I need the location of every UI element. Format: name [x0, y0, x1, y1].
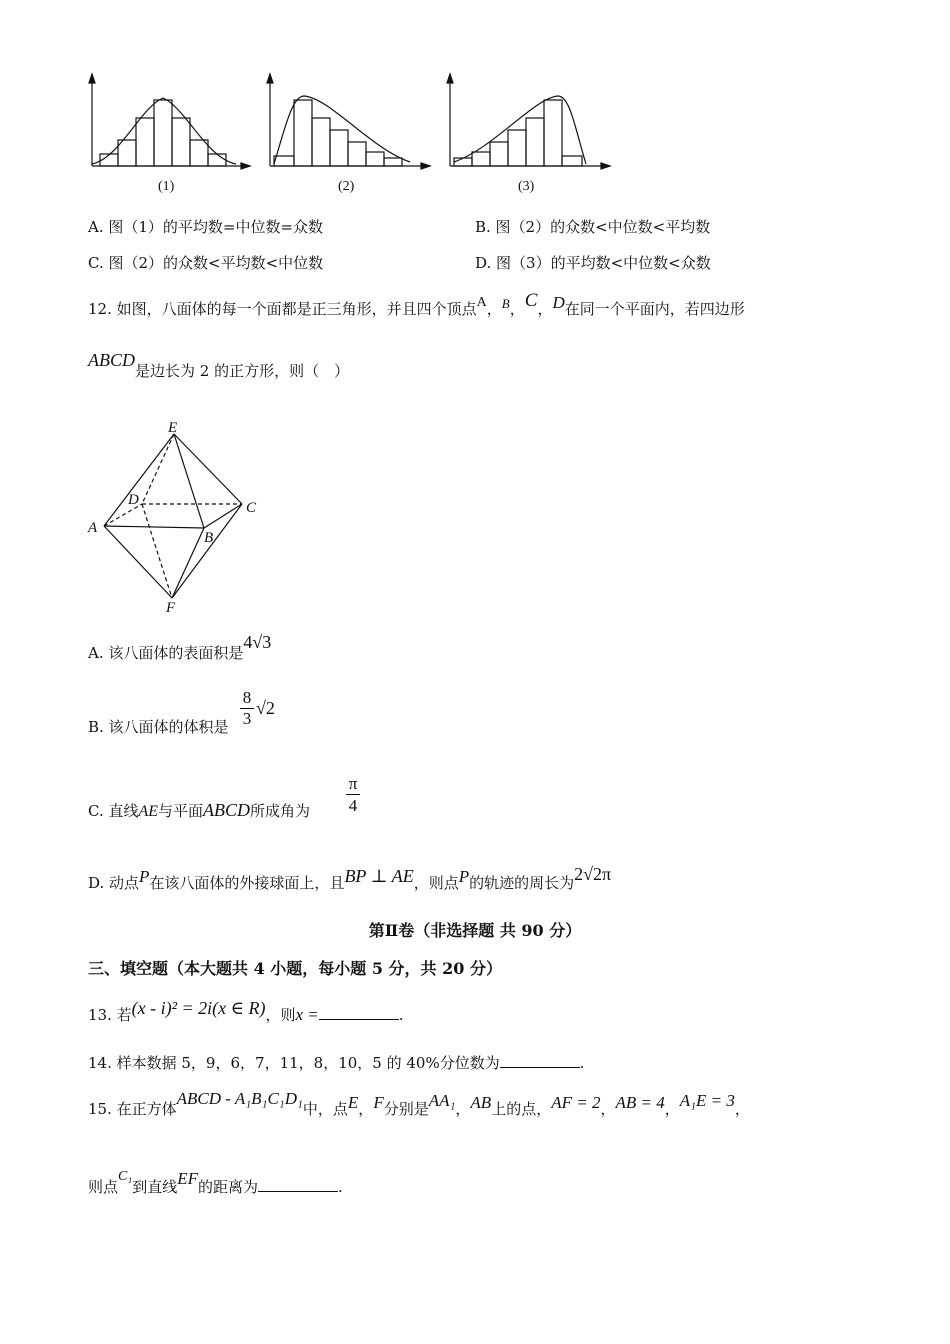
q15-comma: ，	[358, 1100, 374, 1118]
q12-option-a-text: A. 该八面体的表面积是	[88, 644, 244, 662]
q11-option-a: A. 图（1）的平均数=中位数=众数	[88, 218, 324, 236]
q12-stem-prefix: 12. 如图，八面体的每一个面都是正三角形，并且四个顶点	[88, 300, 477, 318]
q12-option-c-numerator: π	[346, 774, 360, 795]
q11-option-d: D. 图（3）的平均数<中位数<众数	[475, 254, 711, 272]
q15-ab: AB	[470, 1093, 492, 1112]
q12-stem-line1	[88, 290, 745, 320]
q15-line2-suffix: 的距离为	[198, 1178, 259, 1196]
q12-vertex-b: B	[501, 296, 510, 311]
q12-option-c-text3: 所成角为	[250, 802, 311, 820]
q11-option-c: C. 图（2）的众数<平均数<中位数	[88, 254, 324, 272]
q13-variable: x =	[295, 1005, 319, 1024]
q14-blank[interactable]	[500, 1053, 580, 1068]
q15-comma-4: ，	[664, 1100, 680, 1118]
q15-line2	[88, 1169, 343, 1197]
q12-option-d-p: P	[139, 867, 150, 886]
histogram-1-caption: (1)	[158, 179, 175, 194]
q15-point-f: F	[373, 1093, 384, 1112]
q15-comma-5: ，	[734, 1100, 750, 1118]
q14-end: .	[579, 1054, 585, 1072]
q15-aa1: AA₁	[428, 1091, 456, 1110]
q12-option-d-text2: 在该八面体的外接球面上，且	[149, 874, 345, 892]
q12-option-b-fraction	[240, 688, 254, 729]
q15-c1: C₁	[118, 1169, 133, 1184]
q15-cube: ABCD - A₁B₁C₁D₁	[176, 1089, 303, 1108]
q15-af: AF = 2	[551, 1093, 601, 1112]
q14	[88, 1052, 585, 1073]
q15-text1: 中，点	[302, 1100, 348, 1118]
q12-comma-1: ，	[486, 300, 502, 318]
q12-option-a-value: 4√3	[243, 632, 272, 652]
q12-vertex-c: C	[524, 290, 538, 311]
q12-stem-line2	[88, 350, 350, 381]
q12-option-b-denominator: 3	[242, 709, 252, 728]
q13-blank[interactable]	[319, 1005, 399, 1020]
histogram-3-caption: (3)	[518, 179, 535, 194]
q15-line1	[88, 1089, 750, 1119]
histogram-figures	[80, 68, 640, 208]
q12-option-a	[88, 632, 272, 663]
q15-comma-3: ，	[600, 1100, 616, 1118]
q15-text2: 分别是	[383, 1100, 429, 1118]
q12-stem-suffix: 在同一个平面内，若四边形	[564, 300, 745, 318]
q15-line2-mid: 到直线	[132, 1178, 178, 1196]
q12-option-b-numerator: 8	[240, 688, 254, 709]
q15-text3: 上的点，	[491, 1100, 552, 1118]
q12-option-b-radical: √2	[256, 698, 275, 718]
q12-option-d-text3: ，则点	[413, 874, 459, 892]
q12-option-b	[88, 716, 229, 737]
q15-ef: EF	[177, 1169, 199, 1188]
octahedron-label-e: E	[168, 420, 178, 436]
q15-line2-prefix: 则点	[88, 1178, 119, 1196]
q15-a1e: A₁E = 3	[679, 1091, 735, 1110]
q12-option-d-value: 2√2π	[574, 864, 612, 884]
q13-expression: (x - i)² = 2i(x ∈ R)	[131, 998, 266, 1018]
octahedron-label-b: B	[204, 530, 214, 546]
histogram-1	[89, 74, 250, 169]
q12-option-d-text1: D. 动点	[88, 874, 140, 892]
section-3-title: 三、填空题（本大题共 4 小题，每小题 5 分，共 20 分）	[88, 959, 502, 978]
q12-option-c-text2: 与平面	[158, 802, 204, 820]
q12-option-c-line: AE	[138, 803, 159, 820]
histogram-3	[447, 74, 610, 169]
histogram-2-caption: (2)	[338, 179, 355, 194]
q12-option-b-text: B. 该八面体的体积是	[88, 718, 229, 736]
octahedron-label-a: A	[88, 520, 98, 536]
section-2-title: 第Ⅱ卷（非选择题 共 90 分）	[368, 921, 582, 940]
q12-option-d-condition: BP ⊥ AE	[344, 866, 414, 886]
octahedron-label-f: F	[166, 600, 176, 616]
q11-option-b: B. 图（2）的众数<中位数<平均数	[475, 218, 711, 236]
histogram-2	[267, 74, 430, 169]
q12-option-d-p2: P	[458, 867, 470, 886]
q15-end: .	[338, 1178, 343, 1196]
q12-comma-2: ，	[509, 300, 525, 318]
q12-stem-line2-text: 是边长为 2 的正方形，则（ ）	[135, 362, 350, 380]
q13-end: .	[398, 1006, 404, 1024]
q12-vertex-d: D	[552, 293, 565, 312]
q13-mid: ，则	[265, 1006, 296, 1024]
q15-comma-2: ，	[455, 1100, 471, 1118]
q15-blank[interactable]	[258, 1177, 338, 1192]
octahedron-label-c: C	[246, 500, 257, 516]
q12-comma-3: ，	[537, 300, 553, 318]
q15-ab-value: AB = 4	[615, 1093, 665, 1112]
q12-vertex-a: A	[476, 295, 487, 310]
q14-text: 14. 样本数据 5，9，6，7，11，8，10，5 的 40%分位数为	[88, 1054, 500, 1072]
q12-option-c	[88, 800, 310, 821]
q13-prefix: 13. 若	[88, 1006, 132, 1024]
q12-option-d-text4: 的轨迹的周长为	[469, 874, 575, 892]
octahedron-figure	[84, 416, 274, 616]
octahedron-label-d: D	[128, 492, 139, 508]
q15-prefix: 15. 在正方体	[88, 1100, 177, 1118]
q12-option-c-plane: ABCD	[203, 800, 251, 820]
q12-square-name: ABCD	[88, 350, 135, 370]
q12-option-d	[88, 864, 612, 893]
q13	[88, 998, 404, 1025]
q12-option-c-denominator: 4	[348, 796, 358, 815]
q12-option-c-text1: C. 直线	[88, 802, 139, 820]
q15-point-e: E	[347, 1093, 359, 1112]
q12-option-c-fraction	[346, 774, 360, 817]
